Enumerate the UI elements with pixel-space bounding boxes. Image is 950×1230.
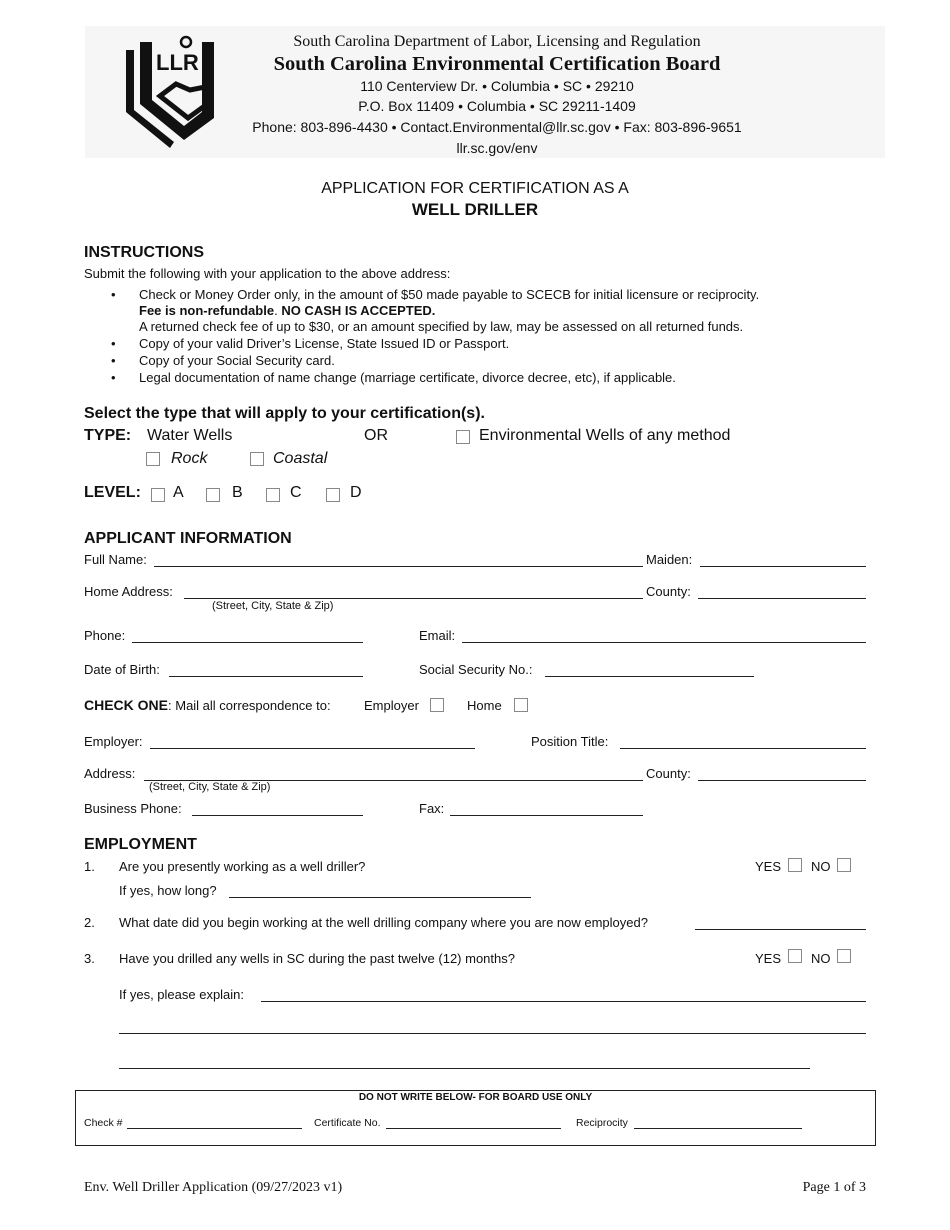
check-one-bold: CHECK ONE [84, 697, 169, 713]
reciprocity-label: Reciprocity [576, 1117, 628, 1129]
q1-yes-label: YES [755, 859, 782, 874]
q3-yes-checkbox[interactable] [788, 949, 802, 963]
bullet: • [111, 336, 116, 351]
employer-field[interactable] [150, 748, 475, 749]
non-refundable-text: Fee is non-refundable [139, 303, 275, 318]
website[interactable]: llr.sc.gov/env [456, 140, 538, 156]
dept-name: South Carolina Department of Labor, Licensing and Regulation [293, 33, 701, 50]
type-label: TYPE: [84, 427, 132, 444]
level-b-label: B [232, 484, 243, 501]
q2-number: 2. [84, 915, 95, 930]
environmental-checkbox[interactable] [456, 430, 470, 444]
home-address-hint: (Street, City, State & Zip) [212, 600, 334, 612]
instruction-id: Copy of your valid Driver’s License, State Issued ID or Passport. [139, 336, 510, 351]
home-address-label: Home Address: [84, 584, 173, 599]
water-wells-label: Water Wells [147, 427, 233, 444]
ssn-field[interactable] [545, 676, 754, 677]
rock-checkbox[interactable] [146, 452, 160, 466]
mail-employer-checkbox[interactable] [430, 698, 444, 712]
q3-yes-label: YES [755, 951, 782, 966]
level-b-checkbox[interactable] [206, 488, 220, 502]
street-address: 110 Centerview Dr. • Columbia • SC • 29210 [360, 78, 634, 94]
mail-employer-label: Employer [364, 698, 419, 713]
q3-no-checkbox[interactable] [837, 949, 851, 963]
home-address-field[interactable] [184, 598, 643, 599]
page-number: Page 1 of 3 [802, 1180, 866, 1195]
certificate-number-field[interactable] [386, 1128, 561, 1129]
bullet: • [111, 370, 116, 385]
applicant-heading: APPLICANT INFORMATION [84, 530, 292, 547]
po-box: P.O. Box 11409 • Columbia • SC 29211-1409 [358, 98, 636, 114]
employer-address-label: Address: [84, 766, 136, 781]
form-identifier: Env. Well Driller Application (09/27/2023 v1) [84, 1180, 343, 1195]
q1-yes-checkbox[interactable] [788, 858, 802, 872]
reciprocity-field[interactable] [634, 1128, 802, 1129]
dob-field[interactable] [169, 676, 363, 677]
check-one-label [84, 697, 331, 713]
ssn-label: Social Security No.: [419, 662, 533, 677]
instruction-fee-warning [139, 303, 435, 318]
county-field[interactable] [698, 598, 866, 599]
check-one-rest: : Mail all correspondence to: [168, 698, 331, 713]
level-a-checkbox[interactable] [151, 488, 165, 502]
q3-explain-field-2[interactable] [119, 1033, 866, 1034]
q1-how-long-field[interactable] [229, 897, 531, 898]
q1-number: 1. [84, 859, 95, 874]
full-name-field[interactable] [154, 566, 643, 567]
level-c-label: C [290, 484, 302, 501]
rock-label: Rock [171, 450, 208, 467]
or-label: OR [364, 427, 388, 444]
level-a-label: A [173, 484, 184, 501]
q2-text: What date did you begin working at the well drilling company where you are now employed? [119, 915, 648, 930]
coastal-checkbox[interactable] [250, 452, 264, 466]
employer-label: Employer: [84, 734, 143, 749]
employer-address-hint: (Street, City, State & Zip) [149, 781, 271, 793]
check-number-label: Check # [84, 1117, 123, 1129]
q3-explain-field-1[interactable] [261, 1001, 866, 1002]
q1-text: Are you presently working as a well driller? [119, 859, 366, 874]
q1-no-checkbox[interactable] [837, 858, 851, 872]
contact-line: Phone: 803-896-4430 • Contact.Environmental@llr.sc.gov • Fax: 803-896-9651 [252, 119, 742, 135]
coastal-label: Coastal [273, 450, 328, 467]
bullet: • [111, 287, 116, 302]
instruction-fee: Check or Money Order only, in the amount of $50 made payable to SCECB for initial licensure or reciprocity. [139, 287, 760, 302]
board-name: South Carolina Environmental Certification Board [273, 53, 721, 75]
instruction-returned-check: A returned check fee of up to $30, or an amount specified by law, may be assessed on all returned funds. [139, 319, 744, 334]
employer-county-label: County: [646, 766, 691, 781]
level-c-checkbox[interactable] [266, 488, 280, 502]
certificate-number-label: Certificate No. [314, 1117, 381, 1129]
fax-label: Fax: [419, 801, 445, 816]
position-title-label: Position Title: [531, 734, 609, 749]
dob-label: Date of Birth: [84, 662, 160, 677]
check-number-field[interactable] [127, 1128, 302, 1129]
fax-field[interactable] [450, 815, 643, 816]
q3-follow-label: If yes, please explain: [119, 987, 245, 1002]
position-title-field[interactable] [620, 748, 866, 749]
employer-county-field[interactable] [698, 780, 866, 781]
q3-explain-field-3[interactable] [119, 1068, 810, 1069]
bullet: • [111, 353, 116, 368]
employment-heading: EMPLOYMENT [84, 836, 197, 853]
level-d-label: D [350, 484, 362, 501]
logo-text: LLR [156, 50, 199, 75]
level-label: LEVEL: [84, 484, 141, 501]
q2-date-field[interactable] [695, 929, 866, 930]
title-line1: APPLICATION FOR CERTIFICATION AS A [321, 180, 629, 197]
mail-home-label: Home [467, 698, 502, 713]
q3-number: 3. [84, 951, 95, 966]
instruction-ssn-card: Copy of your Social Security card. [139, 353, 335, 368]
type-heading: Select the type that will apply to your certification(s). [84, 405, 485, 422]
board-use-heading: DO NOT WRITE BELOW- FOR BOARD USE ONLY [358, 1092, 593, 1103]
instruction-name-change: Legal documentation of name change (marriage certificate, divorce decree, etc), if applicable. [139, 370, 676, 385]
mail-home-checkbox[interactable] [514, 698, 528, 712]
q1-no-label: NO [811, 859, 831, 874]
environmental-label: Environmental Wells of any method [479, 427, 731, 444]
email-field[interactable] [462, 642, 866, 643]
q1-follow-label: If yes, how long? [119, 883, 217, 898]
q3-no-label: NO [811, 951, 831, 966]
email-label: Email: [419, 628, 456, 643]
level-d-checkbox[interactable] [326, 488, 340, 502]
page-title: WELL DRILLER [411, 200, 539, 219]
county-label: County: [646, 584, 691, 599]
q3-text: Have you drilled any wells in SC during the past twelve (12) months? [119, 951, 515, 966]
no-cash-text: NO CASH IS ACCEPTED. [281, 303, 436, 318]
separator: . [274, 303, 282, 318]
business-phone-field[interactable] [192, 815, 363, 816]
phone-label: Phone: [84, 628, 126, 643]
instructions-heading: INSTRUCTIONS [84, 244, 204, 261]
instructions-intro: Submit the following with your application to the above address: [84, 266, 451, 281]
full-name-label: Full Name: [84, 552, 147, 567]
business-phone-label: Business Phone: [84, 801, 182, 816]
maiden-field[interactable] [700, 566, 866, 567]
maiden-label: Maiden: [646, 552, 693, 567]
phone-field[interactable] [132, 642, 363, 643]
